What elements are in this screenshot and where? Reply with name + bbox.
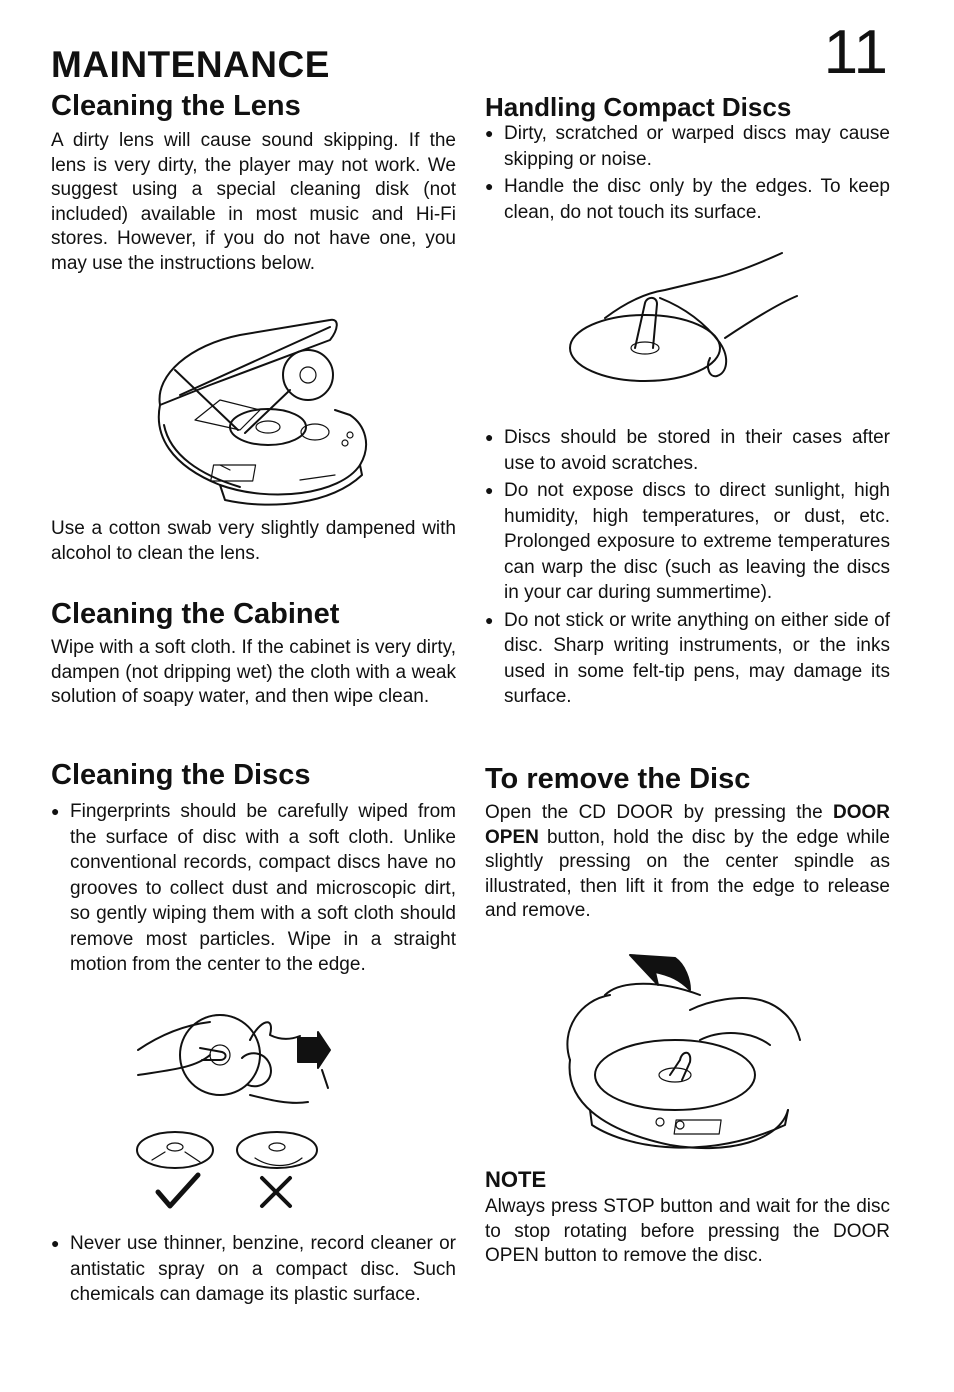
list-item: ● Never use thinner, benzine, record cleaner or antistatic spray on a compact disc. Such chemicals can damage its plastic surface. bbox=[51, 1233, 456, 1305]
bullet-icon: ● bbox=[485, 178, 494, 194]
list-item: ● Do not stick or write anything on either side of disc. Sharp writing instruments, or the inks used in some felt-tip pens, may damage its surface. bbox=[485, 609, 890, 707]
list-item: ● Do not expose discs to direct sunlight, high humidity, high temperatures, or dust, etc. Prolonged exposure to extreme temperatures can warp the disc (such as leaving the discs in your car during summertime). bbox=[485, 480, 890, 603]
handling-list-top bbox=[485, 121, 890, 227]
cleaning-lens-caption: Use a cotton swab very slightly dampened with alcohol to clean the lens. bbox=[51, 518, 456, 564]
bullet-icon: ● bbox=[485, 429, 494, 445]
cd-player-lens-cleaning-illustration bbox=[150, 315, 375, 510]
bullet-icon: ● bbox=[485, 611, 494, 628]
bullet-icon: ● bbox=[51, 1235, 60, 1251]
cleaning-discs-list-2 bbox=[51, 1231, 456, 1310]
list-item: ● Fingerprints should be carefully wiped from the surface of disc with a soft cloth. Unlike conventional records, compact discs have no grooves to collect dust and microscopic dirt, so gently wiping them with a soft cloth should remove most particles. Wipe in a straight motion from the center to the edge. bbox=[51, 801, 456, 975]
disc-handling-illustration bbox=[565, 248, 805, 388]
section-heading-cleaning-cabinet: Cleaning the Cabinet bbox=[51, 598, 340, 630]
cleaning-cabinet-body: Wipe with a soft cloth. If the cabinet is very dirty, dampen (not dripping wet) the cloth with a weak solution of soapy water, and then wipe clean. bbox=[51, 637, 456, 708]
page-title: MAINTENANCE bbox=[51, 44, 330, 85]
cleaning-discs-list-1 bbox=[51, 799, 456, 980]
disc-removal-illustration bbox=[560, 950, 805, 1162]
bullet-icon: ● bbox=[485, 125, 494, 141]
cleaning-lens-body: A dirty lens will cause sound skipping. If the lens is very dirty, the player may not work. We suggest using a special cleaning disk (not included) available in most music and Hi-Fi stores. However, if you do not have one, you may use the instructions below. bbox=[51, 130, 456, 274]
list-item: ● Discs should be stored in their cases after use to avoid scratches. bbox=[485, 427, 890, 474]
section-heading-handling: Handling Compact Discs bbox=[485, 92, 792, 122]
note-body: Always press STOP button and wait for the disc to stop rotating before pressing the DOOR OPEN button to remove the disc. bbox=[485, 1196, 890, 1267]
bullet-icon: ● bbox=[485, 482, 494, 498]
remove-disc-body: Open the CD DOOR by pressing the DOOR OPEN button, hold the disc by the edge while slightly pressing on the center spindle as illustrated, then lift it from the edge to release and remove. bbox=[485, 802, 890, 922]
section-heading-cleaning-discs: Cleaning the Discs bbox=[51, 759, 311, 791]
section-heading-remove-disc: To remove the Disc bbox=[485, 763, 751, 795]
disc-wiping-illustration bbox=[130, 1010, 340, 1220]
list-item: ● Dirty, scratched or warped discs may cause skipping or noise. bbox=[485, 123, 890, 170]
note-heading: NOTE bbox=[485, 1167, 547, 1192]
bullet-icon: ● bbox=[51, 803, 60, 819]
handling-list-bottom bbox=[485, 425, 890, 712]
page-number: 11 bbox=[823, 18, 888, 87]
list-item: ● Handle the disc only by the edges. To keep clean, do not touch its surface. bbox=[485, 176, 890, 223]
section-heading-cleaning-lens: Cleaning the Lens bbox=[51, 90, 301, 122]
